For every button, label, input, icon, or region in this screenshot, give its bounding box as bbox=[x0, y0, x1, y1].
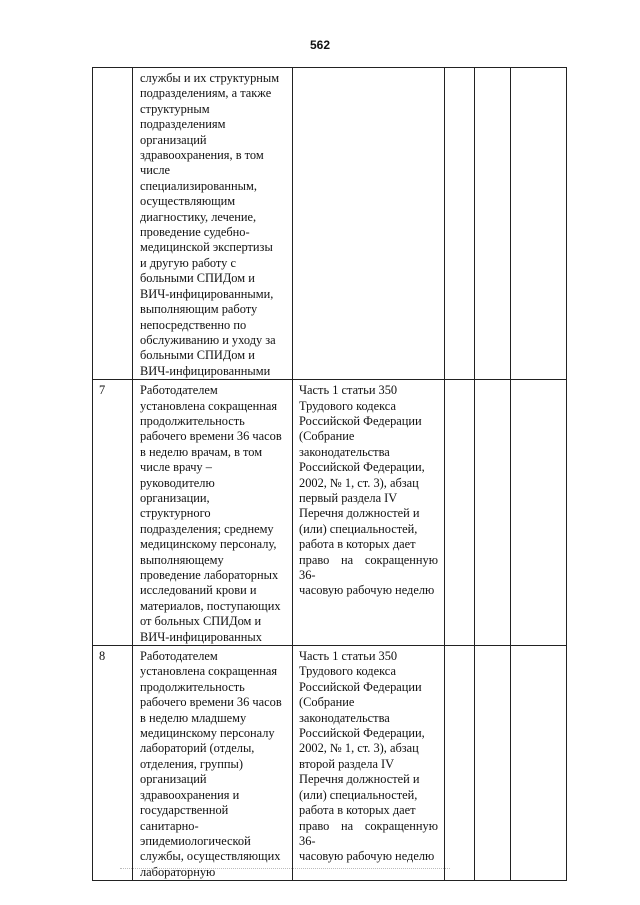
condition-description-cell bbox=[133, 646, 293, 881]
legal-basis-line: Перечня должностей и bbox=[299, 772, 420, 787]
description-line: ВИЧ-инфицированными bbox=[140, 363, 271, 378]
description-line: выполняющим работу bbox=[140, 302, 258, 317]
description-line: структурным bbox=[140, 101, 210, 116]
legal-basis-line: Часть 1 статьи 350 bbox=[299, 649, 398, 664]
empty-cell-b bbox=[475, 68, 511, 380]
description-line: подразделения; среднему bbox=[140, 521, 274, 536]
description-line: государственной bbox=[140, 803, 229, 818]
description-line: установлена сокращенная bbox=[140, 664, 278, 679]
scan-edge-line bbox=[120, 868, 450, 870]
description-line: отделения, группы) bbox=[140, 756, 243, 771]
empty-cell-a bbox=[445, 380, 475, 646]
empty-cell-c bbox=[511, 380, 567, 646]
table-row bbox=[93, 380, 567, 646]
legal-basis-cell bbox=[293, 68, 445, 380]
legal-basis-line: (Собрание bbox=[299, 695, 355, 710]
description-line: обслуживанию и уходу за bbox=[140, 332, 276, 347]
legal-basis-line: Российской Федерации bbox=[299, 413, 422, 428]
legal-basis-line: часовую рабочую неделю bbox=[299, 583, 435, 598]
description-line: рабочего времени 36 часов bbox=[140, 695, 282, 710]
description-line: медицинскому персоналу bbox=[140, 726, 275, 741]
description-line: структурного bbox=[140, 506, 211, 521]
condition-description-cell bbox=[133, 68, 293, 380]
legal-basis-line: работа в которых дает bbox=[299, 803, 416, 818]
legal-basis-line: право на сокращенную 36- bbox=[299, 818, 438, 848]
legal-basis-line: 2002, № 1, ст. 3), абзац bbox=[299, 741, 419, 756]
legal-basis-line: Российской Федерации, bbox=[299, 726, 425, 741]
legal-basis-line: Российской Федерации, bbox=[299, 460, 425, 475]
description-line: непосредственно по bbox=[140, 317, 247, 332]
description-line: в неделю младшему bbox=[140, 710, 247, 725]
description-line: от больных СПИДом и bbox=[140, 614, 262, 629]
description-line: санитарно- bbox=[140, 818, 199, 833]
description-line: ВИЧ-инфицированными, bbox=[140, 286, 274, 301]
empty-cell-b bbox=[475, 646, 511, 881]
description-line: Работодателем bbox=[140, 649, 218, 664]
description-line: продолжительность bbox=[140, 413, 245, 428]
description-line: в неделю врачам, в том bbox=[140, 444, 263, 459]
legal-basis-line: (Собрание bbox=[299, 429, 355, 444]
description-line: медицинской экспертизы bbox=[140, 240, 273, 255]
empty-cell-b bbox=[475, 380, 511, 646]
legal-basis-line: 2002, № 1, ст. 3), абзац bbox=[299, 475, 419, 490]
empty-cell-a bbox=[445, 68, 475, 380]
description-line: рабочего времени 36 часов bbox=[140, 429, 282, 444]
description-line: эпидемиологической bbox=[140, 833, 251, 848]
description-line: продолжительность bbox=[140, 679, 245, 694]
description-line: числе bbox=[140, 163, 171, 178]
empty-cell-a bbox=[445, 646, 475, 881]
description-line: организации, bbox=[140, 490, 210, 505]
description-line: проведение судебно- bbox=[140, 225, 250, 240]
description-line: подразделениям bbox=[140, 117, 226, 132]
description-line: диагностику, лечение, bbox=[140, 209, 257, 224]
description-line: специализированным, bbox=[140, 178, 257, 193]
legal-basis-cell bbox=[293, 646, 445, 881]
page-number: 562 bbox=[309, 38, 331, 52]
legal-basis-line: Российской Федерации bbox=[299, 679, 422, 694]
description-line: больными СПИДом и bbox=[140, 271, 255, 286]
legal-basis-cell bbox=[293, 380, 445, 646]
description-line: руководителю bbox=[140, 475, 215, 490]
table-row bbox=[93, 68, 567, 380]
description-line: медицинскому персоналу, bbox=[140, 537, 277, 552]
description-line: установлена сокращенная bbox=[140, 398, 278, 413]
description-line: организаций bbox=[140, 772, 207, 787]
legal-basis-line: законодательства bbox=[299, 444, 390, 459]
description-line: больными СПИДом и bbox=[140, 348, 255, 363]
legal-basis-line: Трудового кодекса bbox=[299, 398, 396, 413]
description-line: выполняющему bbox=[140, 552, 224, 567]
description-line: лабораторную bbox=[140, 864, 216, 879]
description-line: службы и их структурным bbox=[140, 71, 280, 85]
empty-cell-c bbox=[511, 68, 567, 380]
description-line: числе врачу – bbox=[140, 460, 212, 475]
legal-basis-line: Часть 1 статьи 350 bbox=[299, 383, 398, 398]
legal-basis-line: законодательства bbox=[299, 710, 390, 725]
condition-description-cell bbox=[133, 380, 293, 646]
description-line: службы, осуществляющих bbox=[140, 849, 281, 864]
legal-basis-line: Перечня должностей и bbox=[299, 506, 420, 521]
row-number-cell: 7 bbox=[93, 380, 133, 646]
description-line: организаций bbox=[140, 132, 207, 147]
legal-basis-line: второй раздела IV bbox=[299, 756, 395, 771]
description-line: подразделениям, а также bbox=[140, 86, 272, 101]
legal-basis-line: право на сокращенную 36- bbox=[299, 552, 438, 582]
description-line: здравоохранения, в том bbox=[140, 148, 264, 163]
legal-basis-line: первый раздела IV bbox=[299, 490, 398, 505]
empty-cell-c bbox=[511, 646, 567, 881]
table-row bbox=[93, 646, 567, 881]
legal-basis-line: Трудового кодекса bbox=[299, 664, 396, 679]
description-line: проведение лабораторных bbox=[140, 568, 279, 582]
description-line: осуществляющим bbox=[140, 194, 236, 209]
description-line: ВИЧ-инфицированных bbox=[140, 629, 262, 644]
description-line: материалов, поступающих bbox=[140, 598, 281, 613]
legal-basis-line: (или) специальностей, bbox=[299, 787, 418, 802]
description-line: здравоохранения и bbox=[140, 787, 240, 802]
legal-basis-line: (или) специальностей, bbox=[299, 521, 418, 536]
legal-basis-line: работа в которых дает bbox=[299, 537, 416, 552]
description-line: лабораторий (отделы, bbox=[140, 741, 255, 756]
description-line: Работодателем bbox=[140, 383, 218, 398]
legal-basis-line: часовую рабочую неделю bbox=[299, 849, 435, 864]
requirements-table bbox=[92, 67, 567, 881]
row-number-cell: 8 bbox=[93, 646, 133, 881]
description-line: и другую работу с bbox=[140, 255, 236, 270]
description-line: исследований крови и bbox=[140, 583, 257, 598]
row-number-cell bbox=[93, 68, 133, 380]
